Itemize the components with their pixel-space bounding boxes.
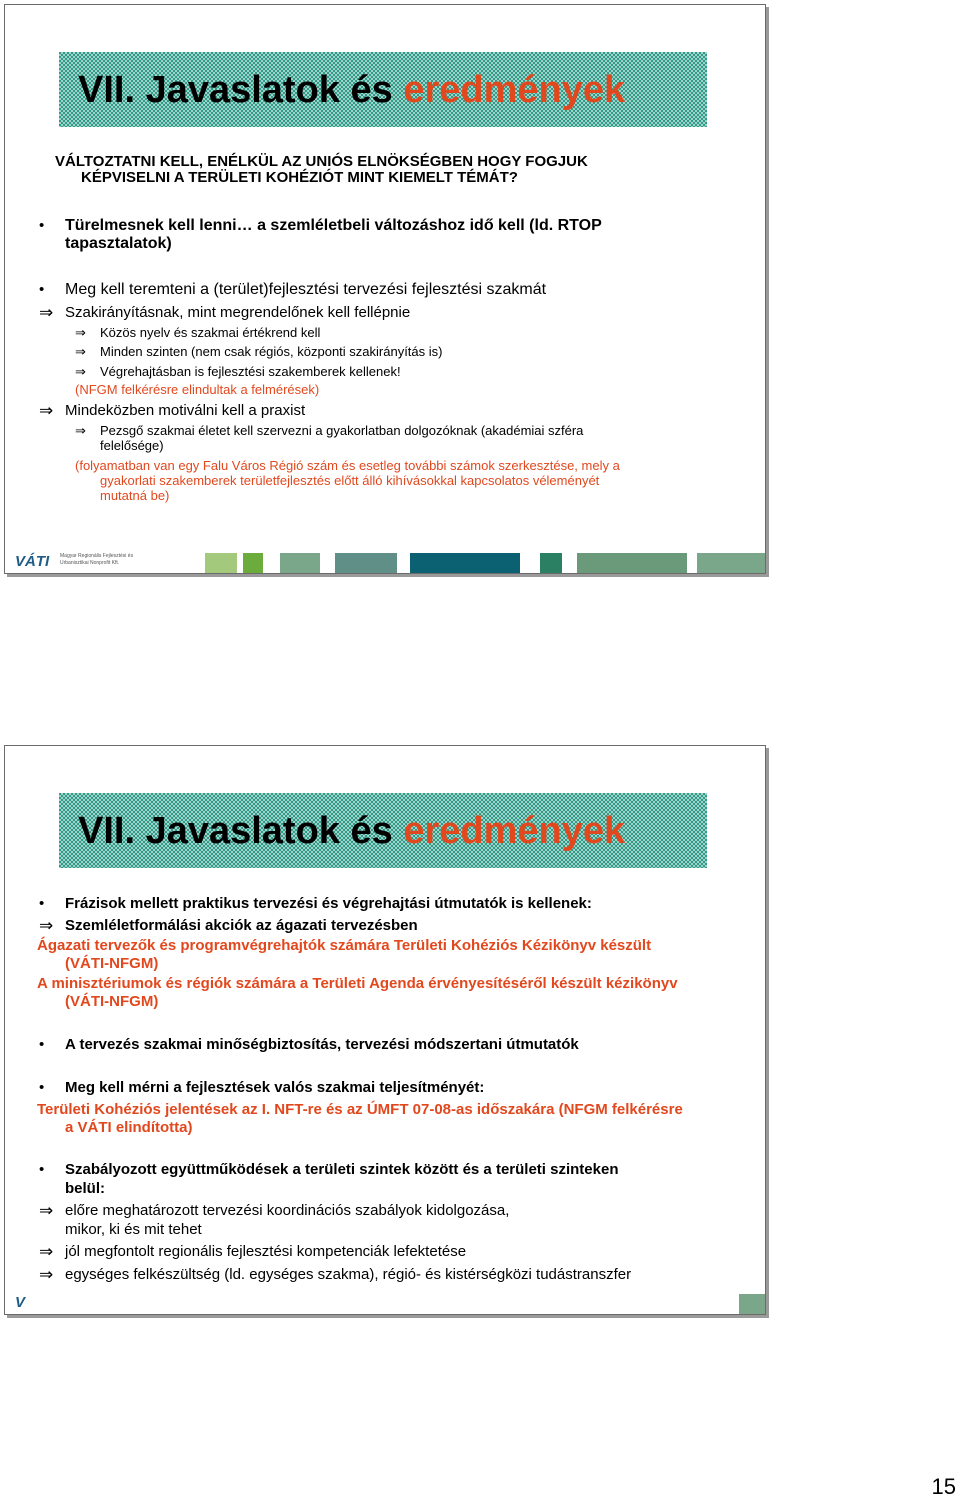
note-2-line-2: gyakorlati szakemberek területfejlesztés előtt álló kihívásokkal kapcsolatos véleményét [100, 473, 600, 488]
slide-2 [4, 745, 766, 1315]
bullet-dot: • [39, 895, 45, 912]
slide-title-bar [59, 793, 707, 868]
double-arrow-icon: ⇒ [39, 1242, 54, 1261]
slide-title: VII. Javaslatok és eredmények [78, 69, 626, 111]
footer-color-block [739, 1294, 765, 1314]
footer-color-block [205, 553, 237, 573]
footer-color-block [335, 553, 397, 573]
note-2-line-3: mutatná be) [100, 488, 170, 503]
note-2-line-1: (folyamatban van egy Falu Város Régió szám és esetleg további számok szerkesztése, mely a [75, 458, 620, 473]
arrow-item-4: egységes felkészültség (ld. egységes szakma), régió- és kistérségközi tudástranszfer [65, 1266, 632, 1283]
orange-line-2a: A minisztériumok és régiók számára a Területi Agenda érvényesítéséről készült kézikönyv [37, 975, 678, 992]
slide-footer [5, 551, 765, 573]
arrow-item-1: Szemléletformálási akciók az ágazati tervezésben [65, 917, 418, 934]
orange-line-1a: Ágazati tervezők és programvégrehajtók számára Területi Kohéziós Kézikönyv készült [37, 937, 652, 954]
sub-item-4-line-2: felelősége) [100, 438, 164, 453]
double-arrow-icon: ⇒ [75, 423, 86, 438]
bullet-1: Frázisok mellett praktikus tervezési és végrehajtási útmutatók is kellenek: [65, 895, 592, 912]
bullet-dot: • [39, 1161, 45, 1178]
footer-color-block [577, 553, 687, 573]
sub-item-1: Közös nyelv és szakmai értékrend kell [100, 325, 321, 340]
double-arrow-icon: ⇒ [75, 325, 86, 340]
double-arrow-icon: ⇒ [39, 916, 54, 935]
arrow-item-2-line-1: előre meghatározott tervezési koordinációs szabályok kidolgozása, [65, 1202, 510, 1219]
footer-color-block [410, 553, 520, 573]
slide-footer [5, 1292, 765, 1314]
note-1: (NFGM felkérésre elindultak a felmérések) [75, 382, 320, 397]
bullet-1-line-1: Türelmesnek kell lenni… a szemléletbeli változáshoz idő kell (ld. RTOP [65, 217, 602, 234]
bullet-4-line-2: belül: [65, 1180, 105, 1197]
sub-item-2: Minden szinten (nem csak régiós, központi szakirányítás is) [100, 344, 443, 359]
bullet-dot: • [39, 1036, 45, 1053]
sub-item-3: Végrehajtásban is fejlesztési szakemberek kellenek! [100, 364, 401, 379]
orange-line-3a: Területi Kohéziós jelentések az I. NFT-re és az ÚMFT 07-08-as időszakára (NFGM felkérésre [37, 1101, 683, 1118]
double-arrow-icon: ⇒ [75, 364, 86, 379]
orange-line-2b: (VÁTI-NFGM) [65, 993, 159, 1010]
double-arrow-icon: ⇒ [39, 303, 54, 322]
double-arrow-icon: ⇒ [39, 1265, 54, 1284]
orange-line-1b: (VÁTI-NFGM) [65, 955, 159, 972]
footer-color-block [243, 553, 263, 573]
bullet-1-line-2: tapasztalatok) [65, 235, 172, 252]
heading-line-2: KÉPVISELNI A TERÜLETI KOHÉZIÓT MINT KIEMELT TÉMÁT? [81, 169, 518, 186]
bullet-3: Meg kell mérni a fejlesztések valós szakmai teljesítményét: [65, 1079, 485, 1096]
heading-line-1: VÁLTOZTATNI KELL, ENÉLKÜL AZ UNIÓS ELNÖKSÉGBEN HOGY FOGJUK [55, 153, 588, 170]
bullet-2: Meg kell teremteni a (terület)fejlesztési tervezési fejlesztési szakmát [65, 281, 547, 298]
slide-title: VII. Javaslatok és eredmények [78, 810, 626, 852]
sub-item-4-line-1: Pezsgő szakmai életet kell szervezni a gyakorlatban dolgozóknak (akadémiai szféra [100, 423, 584, 438]
slide-title-bar [59, 52, 707, 127]
vati-logo-subtitle: Magyar Regionális Fejlesztési és Urbanisztikai Nonprofit Kft. [60, 553, 134, 566]
double-arrow-icon: ⇒ [39, 1201, 54, 1220]
arrow-item-2-line-2: mikor, ki és mit tehet [65, 1221, 202, 1238]
slide-1 [4, 4, 766, 574]
bullet-dot: • [39, 281, 45, 298]
bullet-dot: • [39, 217, 45, 234]
arrow-item-2: Mindeközben motiválni kell a praxist [65, 402, 306, 419]
footer-color-block [697, 553, 765, 573]
vati-logo: VÁTI [15, 553, 50, 570]
bullet-4-line-1: Szabályozott együttműködések a területi szintek között és a területi szinteken [65, 1161, 619, 1178]
arrow-item-1: Szakirányításnak, mint megrendelőnek kell fellépnie [65, 304, 411, 321]
double-arrow-icon: ⇒ [39, 401, 54, 420]
arrow-item-3: jól megfontolt regionális fejlesztési kompetenciák lefektetése [65, 1243, 467, 1260]
page-number: 15 [931, 1474, 956, 1499]
double-arrow-icon: ⇒ [75, 344, 86, 359]
footer-color-block [280, 553, 320, 573]
footer-color-block [540, 553, 562, 573]
orange-line-3b: a VÁTI elindította) [65, 1119, 193, 1136]
bullet-2: A tervezés szakmai minőségbiztosítás, tervezési módszertani útmutatók [65, 1036, 579, 1053]
bullet-dot: • [39, 1079, 45, 1096]
vati-logo: V [15, 1294, 26, 1311]
